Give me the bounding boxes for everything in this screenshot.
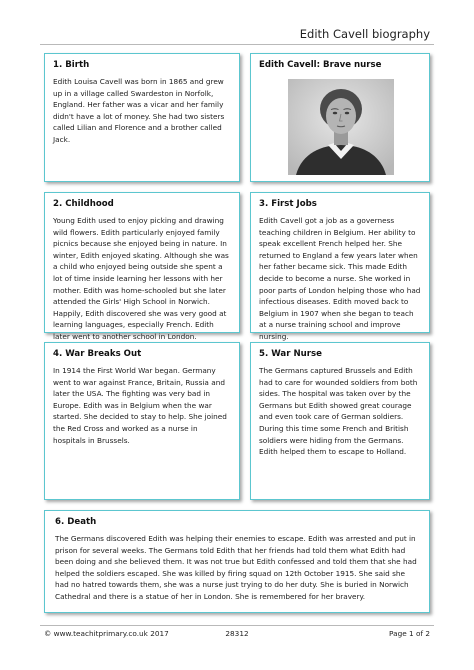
card-heading: 4. War Breaks Out bbox=[53, 349, 142, 359]
footer-resource-code: 28312 bbox=[225, 629, 249, 638]
portrait-photo bbox=[288, 79, 394, 175]
footer-page-number: Page 1 of 2 bbox=[389, 629, 430, 638]
card-text: Edith Louisa Cavell was born in 1865 and grew up in a village called Swardeston in Norfolk, England. Her father was a vicar and her family didn't have a lot of money. She had two sisters called Lilian and Florence and a brother called Jack. bbox=[53, 77, 225, 144]
card-text: In 1914 the First World War began. Germany went to war against France, Britain, Russia and later the USA. The fighting was very bad in Europe. Edith was in Belgium when the war started. She decided to stay to help. She joined the Red Cross and worked as a nurse in hospitals in Brussels. bbox=[53, 366, 227, 445]
card-first-jobs bbox=[250, 192, 430, 341]
portrait-image bbox=[288, 79, 394, 175]
title-divider bbox=[40, 44, 434, 45]
card-text: Young Edith used to enjoy picking and drawing wild flowers. Edith particularly enjoyed family picnics because she enjoyed being in nature. In winter, Edith enjoyed skating. Although she was a child who enjoyed being outside she spent a lot of time inside learning her lessons with her mother. Edith was home-schooled but she later attended the Girls' High School in Norwich. Happily, Edith discovered she was very good at learning languages, especially French. Edith later went to another school in London. bbox=[53, 216, 229, 341]
card-heading: 5. War Nurse bbox=[259, 349, 322, 359]
card-war-breaks-out bbox=[44, 342, 240, 500]
card-heading: 3. First Jobs bbox=[259, 199, 317, 209]
footer-copyright: © www.teachitprimary.co.uk 2017 bbox=[44, 629, 169, 638]
card-heading: Edith Cavell: Brave nurse bbox=[259, 60, 382, 70]
card-birth bbox=[44, 53, 240, 182]
page-title: Edith Cavell biography bbox=[299, 27, 430, 41]
card-childhood bbox=[44, 192, 240, 341]
card-death bbox=[44, 510, 430, 613]
card-text: Edith Cavell got a job as a governess teaching children in Belgium. Her ability to speak excellent French helped her. She returned to England a few years later when her father became sick. This made Edith decide to become a nurse. She worked in poor parts of London helping those who had infectious diseases. Edith moved back to Belgium in 1907 when she began to teach at a nurse training school and improve nursing. bbox=[259, 216, 421, 341]
card-heading: 2. Childhood bbox=[53, 199, 114, 209]
card-photo bbox=[250, 53, 430, 182]
card-heading: 6. Death bbox=[55, 517, 97, 527]
card-war-nurse bbox=[250, 342, 430, 500]
card-heading: 1. Birth bbox=[53, 60, 90, 70]
card-text: The Germans captured Brussels and Edith had to care for wounded soldiers from both sides. The hospital was taken over by the Germans but Edith showed great courage and even took care of German soldiers. During this time some French and British soldiers were hiding from the Germans. Edith helped them to escape to Holland. bbox=[259, 366, 418, 457]
card-text: The Germans discovered Edith was helping their enemies to escape. Edith was arrested and put in prison for several weeks. The Germans told Edith that her friends had told them what Edith had been doing and she believed them. It was not true but Edith confessed and told them that she had helped the soldiers escaped. She was killed by firing squad on 12th October 1915. She said she had no hatred towards them, she was a nurse just trying to do her duty. She is buried in Norwich Cathedral and there is a statue of her in London. She is remembered for her bravery. bbox=[55, 534, 417, 601]
footer-divider bbox=[40, 625, 434, 626]
